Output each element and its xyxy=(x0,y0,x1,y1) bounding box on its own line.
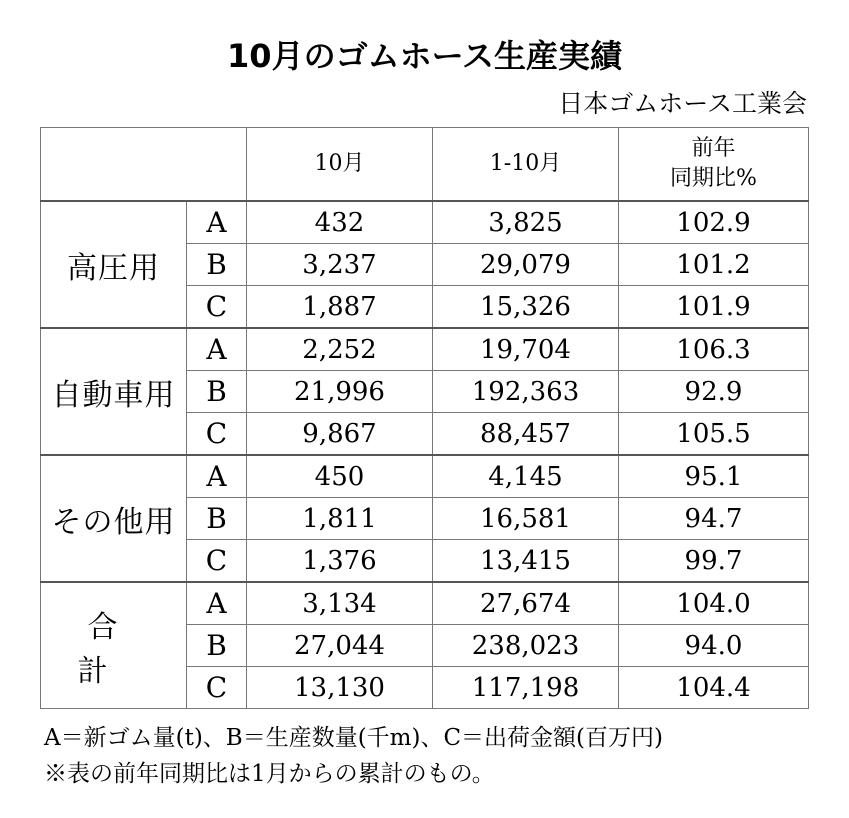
cell-october: 3,134 xyxy=(247,582,433,625)
cell-yoy: 105.5 xyxy=(619,413,809,456)
row-type: A xyxy=(187,201,247,244)
page-title: 10月のゴムホース生産実績 xyxy=(227,37,622,75)
cell-yoy: 104.0 xyxy=(619,582,809,625)
cell-yoy: 106.3 xyxy=(619,328,809,371)
cell-october: 1,811 xyxy=(247,498,433,540)
cell-jan-oct: 15,326 xyxy=(433,286,619,329)
cell-jan-oct: 19,704 xyxy=(433,328,619,371)
cell-jan-oct: 192,363 xyxy=(433,371,619,413)
row-type: A xyxy=(187,582,247,625)
table-row xyxy=(41,455,809,498)
total-label-text: 合計 xyxy=(77,609,160,689)
cell-yoy: 99.7 xyxy=(619,540,809,583)
cell-jan-oct: 16,581 xyxy=(433,498,619,540)
cell-yoy: 94.7 xyxy=(619,498,809,540)
cell-yoy: 101.9 xyxy=(619,286,809,329)
footnotes xyxy=(44,720,663,792)
cell-jan-oct: 88,457 xyxy=(433,413,619,456)
row-type: A xyxy=(187,328,247,371)
cell-october: 27,044 xyxy=(247,625,433,667)
header-jan-oct: 1-10月 xyxy=(433,128,619,202)
cell-yoy: 94.0 xyxy=(619,625,809,667)
cell-jan-oct: 238,023 xyxy=(433,625,619,667)
cell-october: 1,887 xyxy=(247,286,433,329)
cell-yoy: 92.9 xyxy=(619,371,809,413)
group-label-other: その他用 xyxy=(41,455,187,582)
cell-october: 450 xyxy=(247,455,433,498)
publisher-name: 日本ゴムホース工業会 xyxy=(558,89,807,118)
group-label-high-pressure: 高圧用 xyxy=(41,201,187,328)
cell-yoy: 95.1 xyxy=(619,455,809,498)
cell-jan-oct: 3,825 xyxy=(433,201,619,244)
cell-october: 2,252 xyxy=(247,328,433,371)
row-type: C xyxy=(187,667,247,709)
legend-note: A＝新ゴム量(t)、B＝生産数量(千m)、C＝出荷金額(百万円) xyxy=(44,725,664,751)
production-table xyxy=(40,127,809,709)
row-type: B xyxy=(187,498,247,540)
cell-jan-oct: 27,674 xyxy=(433,582,619,625)
cell-october: 432 xyxy=(247,201,433,244)
cell-jan-oct: 4,145 xyxy=(433,455,619,498)
header-blank xyxy=(41,128,247,202)
table-row xyxy=(41,582,809,625)
row-type: B xyxy=(187,625,247,667)
table-row xyxy=(41,328,809,371)
header-yoy-line2: 同期比% xyxy=(670,166,757,191)
row-type: A xyxy=(187,455,247,498)
cell-jan-oct: 13,415 xyxy=(433,540,619,583)
row-type: C xyxy=(187,413,247,456)
group-label-total xyxy=(41,582,187,709)
cell-yoy: 101.2 xyxy=(619,244,809,286)
group-label-automotive: 自動車用 xyxy=(41,328,187,455)
remark-note: ※表の前年同期比は1月からの累計のもの。 xyxy=(44,761,495,787)
row-type: C xyxy=(187,286,247,329)
header-row xyxy=(41,128,809,202)
cell-jan-oct: 29,079 xyxy=(433,244,619,286)
cell-october: 1,376 xyxy=(247,540,433,583)
cell-october: 13,130 xyxy=(247,667,433,709)
header-yoy xyxy=(619,128,809,202)
cell-yoy: 102.9 xyxy=(619,201,809,244)
table-row xyxy=(41,201,809,244)
row-type: B xyxy=(187,244,247,286)
row-type: C xyxy=(187,540,247,583)
cell-jan-oct: 117,198 xyxy=(433,667,619,709)
cell-yoy: 104.4 xyxy=(619,667,809,709)
row-type: B xyxy=(187,371,247,413)
cell-october: 21,996 xyxy=(247,371,433,413)
header-yoy-line1: 前年 xyxy=(691,136,736,161)
header-october: 10月 xyxy=(247,128,433,202)
cell-october: 9,867 xyxy=(247,413,433,456)
cell-october: 3,237 xyxy=(247,244,433,286)
